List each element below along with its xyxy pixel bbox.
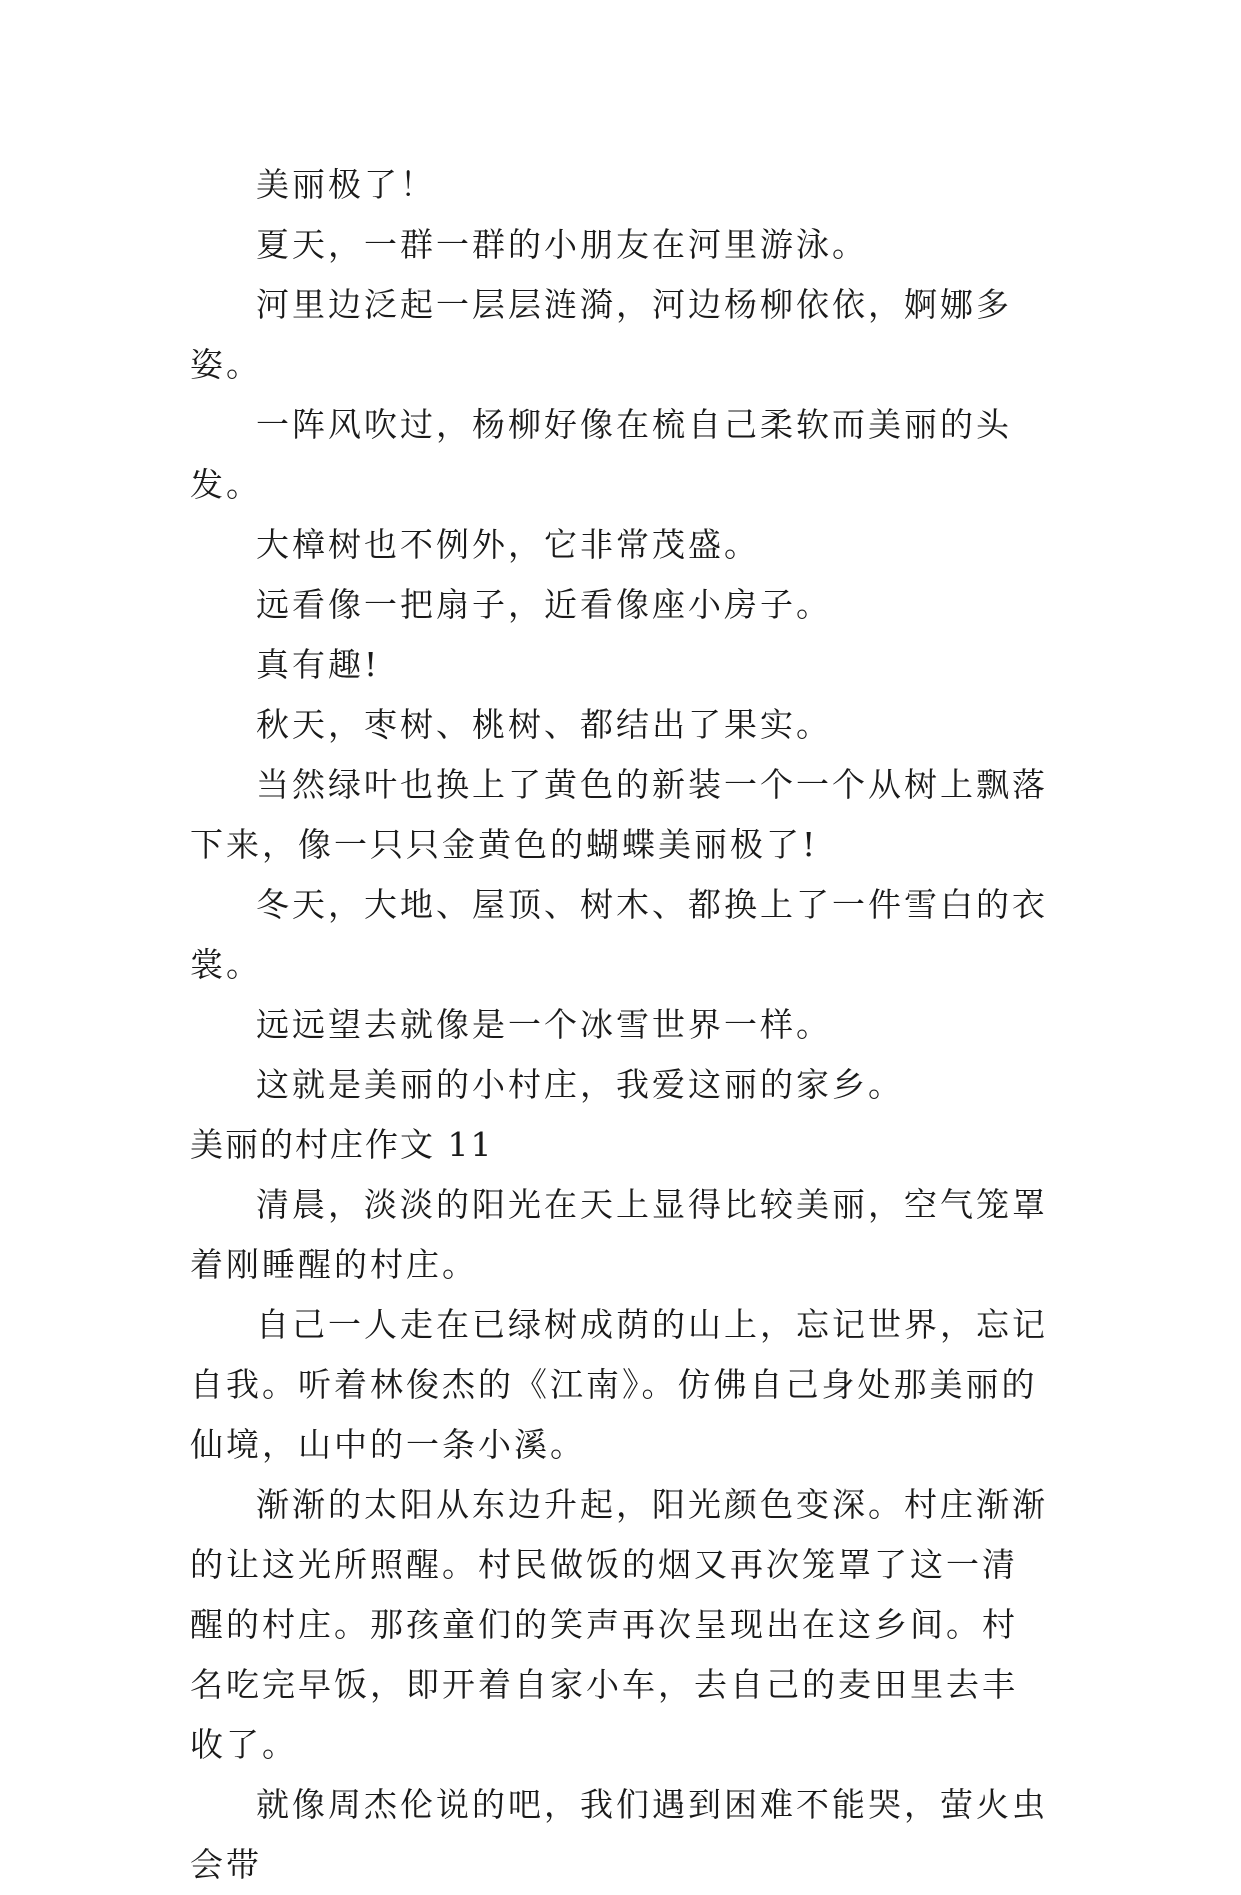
- paragraph: 秋天，枣树、桃树、都结出了果实。: [256, 705, 832, 744]
- paragraph: 就像周杰伦说的吧，我们遇到困难不能哭，萤火虫会带: [190, 1785, 1048, 1884]
- paragraph: 清晨，淡淡的阳光在天上显得比较美丽，空气笼罩着刚睡醒的村庄。: [190, 1185, 1048, 1284]
- paragraph: 远远望去就像是一个冰雪世界一样。: [256, 1005, 832, 1044]
- paragraph: 夏天，一群一群的小朋友在河里游泳。: [256, 225, 868, 264]
- paragraph: 河里边泛起一层层涟漪，河边杨柳依依，婀娜多姿。: [190, 285, 1012, 384]
- paragraph: 冬天，大地、屋顶、树木、都换上了一件雪白的衣裳。: [190, 885, 1048, 984]
- paragraph: 美丽极了！: [256, 165, 436, 204]
- paragraph: 当然绿叶也换上了黄色的新装一个一个从树上飘落下来，像一只只金黄色的蝴蝶美丽极了!: [190, 765, 1048, 864]
- paragraph: 大樟树也不例外，它非常茂盛。: [256, 525, 760, 564]
- paragraph: 自己一人走在已绿树成荫的山上，忘记世界，忘记自我。听着林俊杰的《江南》。仿佛自己身处那美丽的仙境，山中的一条小溪。: [190, 1305, 1048, 1464]
- section-title: 美丽的村庄作文 11: [190, 1125, 494, 1164]
- paragraph: 渐渐的太阳从东边升起，阳光颜色变深。村庄渐渐的让这光所照醒。村民做饭的烟又再次笼罩了这一清醒的村庄。那孩童们的笑声再次呈现出在这乡间。村名吃完早饭，即开着自家小车，去自己的麦田里去丰收了。: [190, 1485, 1048, 1764]
- paragraph: 一阵风吹过，杨柳好像在梳自己柔软而美丽的头发。: [190, 405, 1012, 504]
- document-body: [190, 155, 1050, 1895]
- paragraph: 远看像一把扇子，近看像座小房子。: [256, 585, 832, 624]
- paragraph: 这就是美丽的小村庄，我爱这丽的家乡。: [256, 1065, 904, 1104]
- paragraph: 真有趣!: [256, 645, 381, 684]
